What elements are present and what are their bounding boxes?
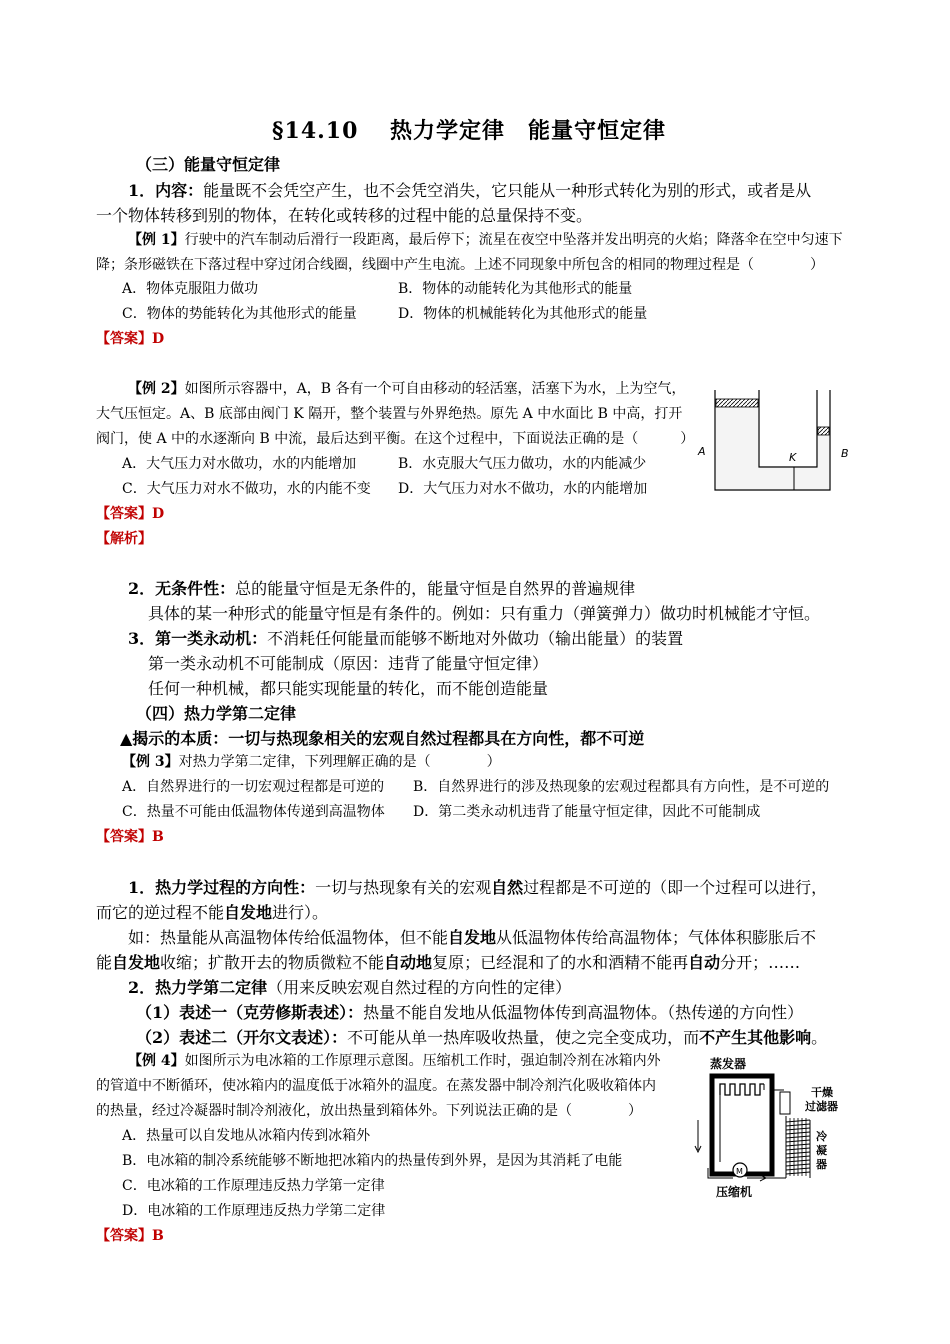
clausius-statement: （1）表述一（克劳修斯表述）：热量不能自发地从低温物体传到高温物体。（热传递的方向性） [136, 1003, 804, 1022]
example-2-option-a: A．大气压力对水做功，水的内能增加 [122, 456, 357, 472]
example-4-answer: 【答案】B [96, 1228, 164, 1244]
example-1-option-d: D．物体的机械能转化为其他形式的能量 [398, 306, 648, 322]
label-dryer-2: 过滤器 [805, 1100, 838, 1113]
label-a: A [698, 445, 706, 458]
label-b: B [841, 447, 849, 460]
example-2-question-line-3: 阀门，使 A 中的水逐渐向 B 中流，最后达到平衡。在这个过程中，下面说法正确的是（ ） [96, 431, 695, 447]
condenser-coil [786, 1116, 810, 1178]
example-3-option-a: A．自然界进行的一切宏观过程都是可逆的 [122, 779, 385, 795]
connected-container-diagram [695, 385, 860, 495]
evaporator-coil [720, 1084, 764, 1095]
label-dryer-1: 干燥 [811, 1086, 833, 1099]
content-paragraph-line-1: 1．内容：能量既不会凭空产生，也不会凭空消失，它只能从一种形式转化为别的形式，或者是从 [128, 181, 812, 200]
example-1-option-c: C．物体的势能转化为其他形式的能量 [122, 306, 357, 322]
example-2-option-b: B．水克服大气压力做功，水的内能减少 [398, 456, 647, 472]
example-4-option-a: A．热量可以自发地从冰箱内传到冰箱外 [122, 1128, 371, 1144]
example-3-option-c: C．热量不可能由低温物体传递到高温物体 [122, 804, 385, 820]
example-4-question-line-2: 的管道中不断循环，使冰箱内的温度低于冰箱外的温度。在蒸发器中制冷剂汽化吸收箱体内 [96, 1078, 656, 1094]
example-1-option-b: B．物体的动能转化为其他形式的能量 [398, 281, 633, 297]
piston-a [716, 399, 758, 407]
example-1-answer: 【答案】D [96, 331, 165, 347]
example-4-option-b: B．电冰箱的制冷系统能够不断地把冰箱内的热量传到外界，是因为其消耗了电能 [122, 1153, 623, 1169]
directionality-example-line-1: 如：热量能从高温物体传给低温物体，但不能自发地从低温物体传给高温物体；气体体积膨胀后不 [128, 928, 817, 947]
example-2-question-line-2: 大气压恒定。A、B 底部由阀门 K 隔开，整个装置与外界绝热。原先 A 中水面比 B 中高，打开 [96, 406, 683, 422]
label-condenser-3: 器 [816, 1158, 827, 1171]
directionality-line-2: 而它的逆过程不能自发地进行）。 [96, 903, 329, 922]
example-2-option-c: C．大气压力对水不做功，水的内能不变 [122, 481, 371, 497]
perpetual-motion-line-1: 3．第一类永动机：不消耗任何能量而能够不断地对外做功（输出能量）的装置 [128, 629, 684, 648]
example-3-option-d: D．第二类永动机违背了能量守恒定律，因此不可能制成 [413, 804, 761, 820]
page-title: §14.10 热力学定律 能量守恒定律 [272, 118, 667, 144]
refrigerator-diagram [688, 1050, 860, 1202]
example-1-question-line-2: 降；条形磁铁在下落过程中穿过闭合线圈，线圈中产生电流。上述不同现象中所包含的相同的物理过程是（ ） [96, 257, 824, 273]
unconditional-line-2: 具体的某一种形式的能量守恒是有条件的。例如：只有重力（弹簧弹力）做功时机械能才守恒。 [148, 604, 821, 623]
kelvin-statement: （2）表述二（开尔文表述）：不可能从单一热库吸收热量，使之完全变成功，而不产生其他影响。 [136, 1028, 828, 1047]
example-3-option-b: B．自然界进行的涉及热现象的宏观过程都具有方向性，是不可逆的 [413, 779, 830, 795]
example-3-question: 【例 3】对热力学第二定律，下列理解正确的是（ ） [122, 754, 501, 770]
label-compressor: 压缩机 [716, 1185, 753, 1199]
fridge-box [712, 1076, 772, 1174]
example-4-question-line-1: 【例 4】如图所示为电冰箱的工作原理示意图。压缩机工作时，强迫制冷剂在冰箱内外 [128, 1053, 661, 1069]
perpetual-motion-line-3: 任何一种机械，都只能实现能量的转化，而不能创造能量 [148, 679, 549, 698]
dryer-filter [780, 1092, 790, 1114]
section-heading-energy-conservation: （三）能量守恒定律 [136, 155, 281, 174]
example-4-question-line-3: 的热量，经过冷凝器时制冷剂液化，放出热量到箱体外。下列说法正确的是（ ） [96, 1103, 642, 1119]
svg-text:M: M [736, 1167, 743, 1176]
essence-statement: ▲揭示的本质：一切与热现象相关的宏观自然过程都具在方向性，都不可逆 [120, 729, 645, 748]
example-2-option-d: D．大气压力对水不做功，水的内能增加 [398, 481, 648, 497]
label-condenser-2: 凝 [816, 1144, 827, 1157]
example-1-option-a: A．物体克服阻力做功 [122, 281, 259, 297]
label-k: K [789, 451, 797, 464]
example-3-answer: 【答案】B [96, 829, 164, 845]
example-2-analysis-label: 【解析】 [96, 531, 152, 547]
section-heading-second-law: （四）热力学第二定律 [136, 704, 297, 723]
example-1-question-line-1: 【例 1】行驶中的汽车制动后滑行一段距离，最后停下；流星在夜空中坠落并发出明亮的火焰；降落伞在空中匀速下 [128, 232, 843, 248]
directionality-example-line-2: 能自发地收缩；扩散开去的物质微粒不能自动地复原；已经混和了的水和酒精不能再自动分开；…… [96, 953, 801, 972]
example-4-option-d: D．电冰箱的工作原理违反热力学第二定律 [122, 1203, 386, 1219]
content-paragraph-line-2: 一个物体转移到别的物体，在转化或转移的过程中能的总量保持不变。 [96, 206, 593, 225]
directionality-line-1: 1．热力学过程的方向性：一切与热现象有关的宏观自然过程都是不可逆的（即一个过程可以进行， [128, 878, 828, 897]
example-4-option-c: C．电冰箱的工作原理违反热力学第一定律 [122, 1178, 385, 1194]
piston-b [818, 427, 829, 435]
unconditional-line-1: 2．无条件性：总的能量守恒是无条件的，能量守恒是自然界的普遍规律 [128, 579, 636, 598]
label-condenser-1: 冷 [816, 1130, 827, 1143]
example-2-answer: 【答案】D [96, 506, 165, 522]
example-2-question-line-1: 【例 2】如图所示容器中，A，B 各有一个可自由移动的轻活塞，活塞下为水，上为空气， [128, 381, 686, 397]
perpetual-motion-line-2: 第一类永动机不可能制成（原因：违背了能量守恒定律） [148, 654, 549, 673]
second-law-heading: 2．热力学第二定律（用来反映宏观自然过程的方向性的定律） [128, 978, 572, 997]
label-evaporator: 蒸发器 [710, 1057, 747, 1071]
